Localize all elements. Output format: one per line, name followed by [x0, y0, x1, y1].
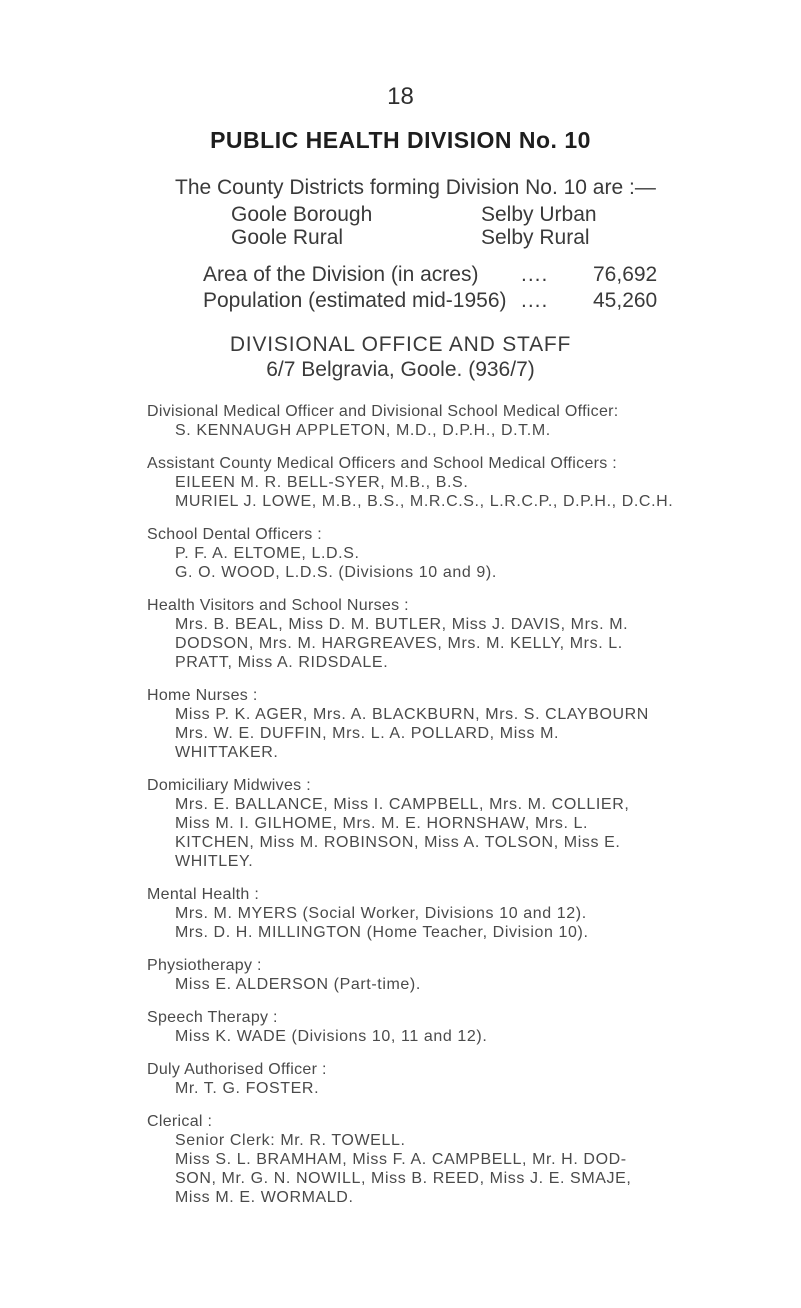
- staff-section-label: Domiciliary Midwives :: [147, 777, 311, 794]
- district-row: [231, 203, 631, 226]
- district-row: [231, 226, 631, 249]
- staff-section: [147, 1008, 707, 1046]
- staff-member-line: Mr. T. G. FOSTER.: [175, 1080, 320, 1097]
- district-name: Selby Urban: [481, 203, 597, 226]
- stat-value: 45,260: [593, 289, 658, 312]
- staff-section-label: Clerical :: [147, 1113, 213, 1130]
- leader-dots: ....: [521, 289, 549, 312]
- staff-member-line: WHITTAKER.: [175, 744, 279, 761]
- staff-member-line: Mrs. E. BALLANCE, Miss I. CAMPBELL, Mrs. M. COLLIER,: [175, 796, 630, 813]
- stat-area: [203, 263, 668, 289]
- staff-member-line: MURIEL J. LOWE, M.B., B.S., M.R.C.S., L.R.C.P., D.P.H., D.C.H.: [175, 493, 674, 510]
- staff-member-line: Miss K. WADE (Divisions 10, 11 and 12).: [175, 1028, 488, 1045]
- staff-section: [147, 686, 707, 762]
- district-name: Goole Rural: [231, 226, 344, 249]
- stat-population: [203, 289, 668, 315]
- page-number: 18: [387, 83, 414, 110]
- staff-member-line: Mrs. B. BEAL, Miss D. M. BUTLER, Miss J. DAVIS, Mrs. M.: [175, 616, 629, 633]
- division-stats: [203, 263, 668, 315]
- staff-member-line: G. O. WOOD, L.D.S. (Divisions 10 and 9).: [175, 564, 497, 581]
- staff-section-label: Mental Health :: [147, 886, 260, 903]
- staff-list: [147, 402, 707, 1221]
- staff-section: [147, 454, 707, 511]
- stat-label: Area of the Division (in acres): [203, 263, 479, 286]
- staff-member-line: PRATT, Miss A. RIDSDALE.: [175, 654, 389, 671]
- district-list: [231, 203, 631, 249]
- district-name: Goole Borough: [231, 203, 373, 226]
- staff-section: [147, 402, 707, 440]
- staff-member-line: EILEEN M. R. BELL-SYER, M.B., B.S.: [175, 474, 469, 491]
- staff-section-label: Speech Therapy :: [147, 1009, 278, 1026]
- staff-member-line: S. KENNAUGH APPLETON, M.D., D.P.H., D.T.M.: [175, 422, 551, 439]
- staff-member-line: Miss S. L. BRAMHAM, Miss F. A. CAMPBELL, Mr. H. DOD-: [175, 1151, 627, 1168]
- staff-member-line: Miss M. I. GILHOME, Mrs. M. E. HORNSHAW, Mrs. L.: [175, 815, 589, 832]
- staff-member-line: Miss E. ALDERSON (Part-time).: [175, 976, 421, 993]
- staff-section-label: Duly Authorised Officer :: [147, 1061, 327, 1078]
- staff-section: [147, 885, 707, 942]
- staff-section-label: Health Visitors and School Nurses :: [147, 597, 409, 614]
- staff-member-line: Mrs. M. MYERS (Social Worker, Divisions 10 and 12).: [175, 905, 587, 922]
- section-heading: DIVISIONAL OFFICE AND STAFF: [229, 333, 572, 356]
- staff-member-line: Mrs. D. H. MILLINGTON (Home Teacher, Division 10).: [175, 924, 589, 941]
- staff-member-line: SON, Mr. G. N. NOWILL, Miss B. REED, Miss J. E. SMAJE,: [175, 1170, 632, 1187]
- staff-section-label: Physiotherapy :: [147, 957, 262, 974]
- staff-member-line: DODSON, Mrs. M. HARGREAVES, Mrs. M. KELLY, Mrs. L.: [175, 635, 623, 652]
- staff-member-line: Mrs. W. E. DUFFIN, Mrs. L. A. POLLARD, Miss M.: [175, 725, 560, 742]
- staff-section: [147, 1112, 707, 1207]
- staff-section-label: Divisional Medical Officer and Divisional School Medical Officer:: [147, 403, 619, 420]
- staff-member-line: WHITLEY.: [175, 853, 254, 870]
- staff-section-label: School Dental Officers :: [147, 526, 322, 543]
- staff-section: [147, 525, 707, 582]
- staff-member-line: P. F. A. ELTOME, L.D.S.: [175, 545, 360, 562]
- staff-member-line: Miss P. K. AGER, Mrs. A. BLACKBURN, Mrs. S. CLAYBOURN: [175, 706, 649, 723]
- staff-section-label: Home Nurses :: [147, 687, 258, 704]
- staff-member-line: Miss M. E. WORMALD.: [175, 1189, 354, 1206]
- staff-member-line: KITCHEN, Miss M. ROBINSON, Miss A. TOLSON, Miss E.: [175, 834, 621, 851]
- stat-label: Population (estimated mid-1956): [203, 289, 507, 312]
- staff-section: [147, 776, 707, 871]
- district-name: Selby Rural: [481, 226, 590, 249]
- staff-section: [147, 956, 707, 994]
- staff-section: [147, 1060, 707, 1098]
- intro-line: The County Districts forming Division No. 10 are :—: [175, 176, 656, 199]
- stat-value: 76,692: [593, 263, 658, 286]
- office-address: 6/7 Belgravia, Goole. (936/7): [266, 358, 535, 381]
- staff-section: [147, 596, 707, 672]
- page-title: PUBLIC HEALTH DIVISION No. 10: [210, 127, 591, 153]
- staff-section-label: Assistant County Medical Officers and School Medical Officers :: [147, 455, 618, 472]
- staff-member-line: Senior Clerk: Mr. R. TOWELL.: [175, 1132, 406, 1149]
- leader-dots: ....: [521, 263, 549, 286]
